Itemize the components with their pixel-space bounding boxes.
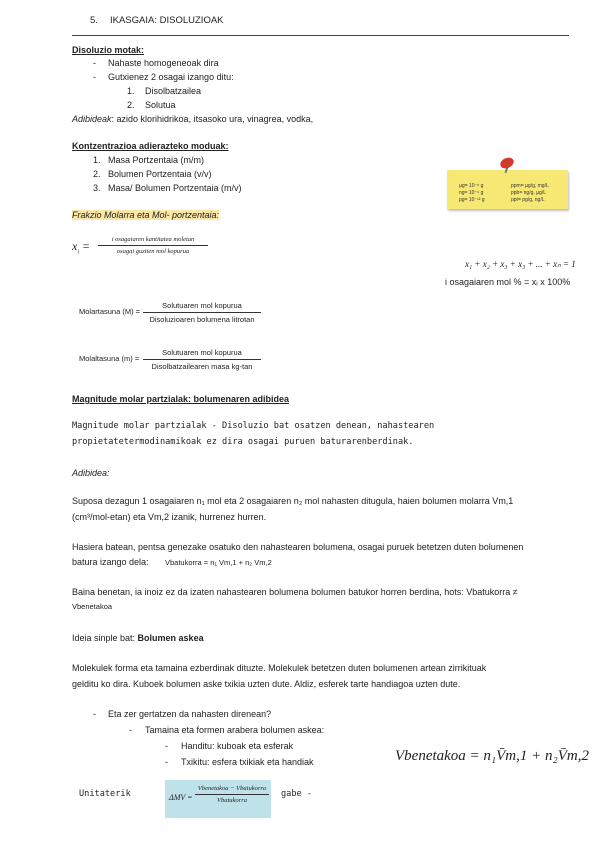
bullet-dash: -: [165, 741, 168, 751]
real-volume-equation: Vbenetakoa = n₁V̄m,1 + n₂V̄m,2: [395, 748, 589, 764]
list-num: 2.: [93, 169, 101, 179]
paragraph: gelditu ko dira. Kuboek bolumen aske txikia uzten dute. Aldiz, esferek tarte handiagoa uzten dute.: [72, 679, 461, 689]
paragraph: (cm³/mol-etan) eta Vm,2 izanik, hurrenez hurren.: [72, 512, 267, 522]
mole-fraction-symbol: $x_i$ =: [72, 239, 91, 256]
paragraph: Hasiera batean, pentsa genezake osatuko den nahastearen bolumena, osagai puruek betetzen duten bolumenen: [72, 542, 524, 552]
idea-bold: Bolumen askea: [137, 633, 204, 643]
idea-text: Ideia sinple bat:: [72, 633, 138, 643]
list-item: Handitu: kuboak eta esferak: [181, 741, 294, 751]
fraction-denominator: osagai guztien mol kopurua: [116, 248, 190, 255]
header-rule: [72, 35, 569, 36]
example-text: : azido klorihidrikoa, itsasoko ura, vinagrea, vodka,: [111, 114, 314, 124]
sticky-cell: µg= 10⁻⁶ g: [459, 183, 484, 189]
molarity-fraction: [143, 301, 261, 324]
paragraph: Molekulek forma eta tamaina ezberdinak dituzte. Molekulek betetzen duten bolumenen artean zirrikituak: [72, 663, 487, 673]
fraction-numerator: Solutuaren mol kopurua: [162, 348, 242, 357]
bullet-dash: -: [93, 709, 96, 719]
fraction-denominator: Disolbatzailearen masa kg-tan: [151, 362, 253, 371]
section-title-disoluzio: Disoluzio motak:: [72, 45, 145, 55]
paragraph: Baina benetan, ia inoiz ez da izaten nahastearen bolumena bolumen batukor horren berdina, hots: Vbatukorra ≠: [72, 587, 518, 597]
molality-label: Molaltasuna (m) =: [79, 354, 140, 363]
monospace-definition: Magnitude molar partzialak - Disoluzio bat osatzen denean, nahastearen: [72, 421, 435, 431]
sticky-cell: ppb= ng/g, µg/L: [511, 190, 546, 196]
paragraph: [72, 633, 204, 643]
x-symbol: x: [72, 239, 78, 253]
list-item: Solutua: [145, 100, 176, 110]
section-title-kontzentrazioa: Kontzentrazioa adierazteko moduak:: [72, 141, 229, 151]
list-item: Txikitu: esfera txikiak eta handiak: [181, 757, 314, 767]
x-subscript: i: [77, 249, 79, 256]
monospace-definition: propietatetermodinamikoak ez dira osagai puruen baturarenberdinak.: [72, 437, 414, 447]
list-num: 3.: [93, 183, 101, 193]
bullet-dash: -: [93, 58, 96, 68]
mole-percent: i osagaiaren mol % = xᵢ x 100%: [445, 277, 571, 287]
delta-volume-box: [165, 780, 271, 818]
list-num: 2.: [127, 100, 135, 110]
bullet-dash: -: [129, 725, 132, 735]
sticky-cell: ppt= pg/g, ng/L: [511, 197, 545, 203]
molarity-label: Molartasuna (M) =: [79, 307, 141, 316]
fraction-denominator: Disoluzioaren bolumena litrotan: [149, 315, 255, 324]
fraction-numerator: Vbenetakoa − Vbatukorra: [197, 785, 267, 792]
molality-fraction: [143, 348, 261, 371]
delta-label: ΔMV =: [169, 793, 193, 802]
sticky-cell: ppm= µg/g, mg/L: [511, 183, 549, 189]
list-item: Nahaste homogeneoak dira: [108, 58, 219, 68]
list-item: Masa Portzentaia (m/m): [108, 155, 205, 165]
list-item: Gutxienez 2 osagai izango ditu:: [108, 72, 234, 82]
paragraph: Suposa dezagun 1 osagaiaren n₁ mol eta 2 osagaiaren n₂ mol nahasten ditugula, haien bolumen molarra Vm,1: [72, 496, 514, 506]
sticky-cell: ng= 10⁻⁹ g: [459, 190, 484, 196]
example-line: [72, 114, 313, 124]
page-title: IKASGAIA: DISOLUZIOAK: [110, 15, 224, 26]
list-item: Tamaina eta formen arabera bolumen askea:: [145, 725, 325, 735]
paragraph: batura izango dela:: [72, 557, 149, 567]
list-item: Masa/ Bolumen Portzentaia (m/v): [108, 183, 242, 193]
fraction-numerator: i osagaiaren kantitatea moletan: [111, 236, 195, 243]
fraction-line: [143, 359, 261, 360]
mole-fraction-sum: x₁ + x₂ + x₃ + x₃ + ... + xₙ = 1: [465, 259, 576, 269]
section-title-frakzio: Frakzio Molarra eta Mol- portzentaia:: [72, 210, 220, 220]
list-item: Disolbatzailea: [145, 86, 202, 96]
list-item: Bolumen Portzentaia (v/v): [108, 169, 212, 179]
header-number: 5.: [90, 15, 98, 26]
paragraph: Vbenetakoa: [72, 602, 113, 611]
sticky-note: [447, 170, 568, 209]
section-title-magnitude: Magnitude molar partzialak: bolumenaren adibidea: [72, 394, 290, 404]
list-item: Eta zer gertatzen da nahasten direnean?: [108, 709, 272, 719]
list-num: 1.: [93, 155, 101, 165]
bullet-dash: -: [93, 72, 96, 82]
fraction-line: [98, 245, 208, 246]
bullet-dash: -: [165, 757, 168, 767]
mole-fraction-formula: [98, 236, 208, 255]
fraction-line: [195, 794, 269, 795]
unitless-suffix: gabe -: [281, 789, 313, 799]
sticky-cell: pg= 10⁻¹² g: [459, 197, 485, 203]
example-label: Adibideak: [72, 114, 112, 124]
fraction-numerator: Solutuaren mol kopurua: [162, 301, 242, 310]
example-heading: Adibidea:: [72, 468, 110, 478]
additive-volume-eq: Vbatukorra = n₁ Vm,1 + n₂ Vm,2: [165, 558, 272, 567]
pushpin-icon: [499, 156, 516, 171]
fraction-denominator: Vbatukorra: [217, 797, 247, 804]
fraction-line: [143, 312, 261, 313]
delta-fraction: [195, 785, 269, 804]
list-num: 1.: [127, 86, 135, 96]
unitless-label: Unitaterik: [79, 789, 131, 799]
